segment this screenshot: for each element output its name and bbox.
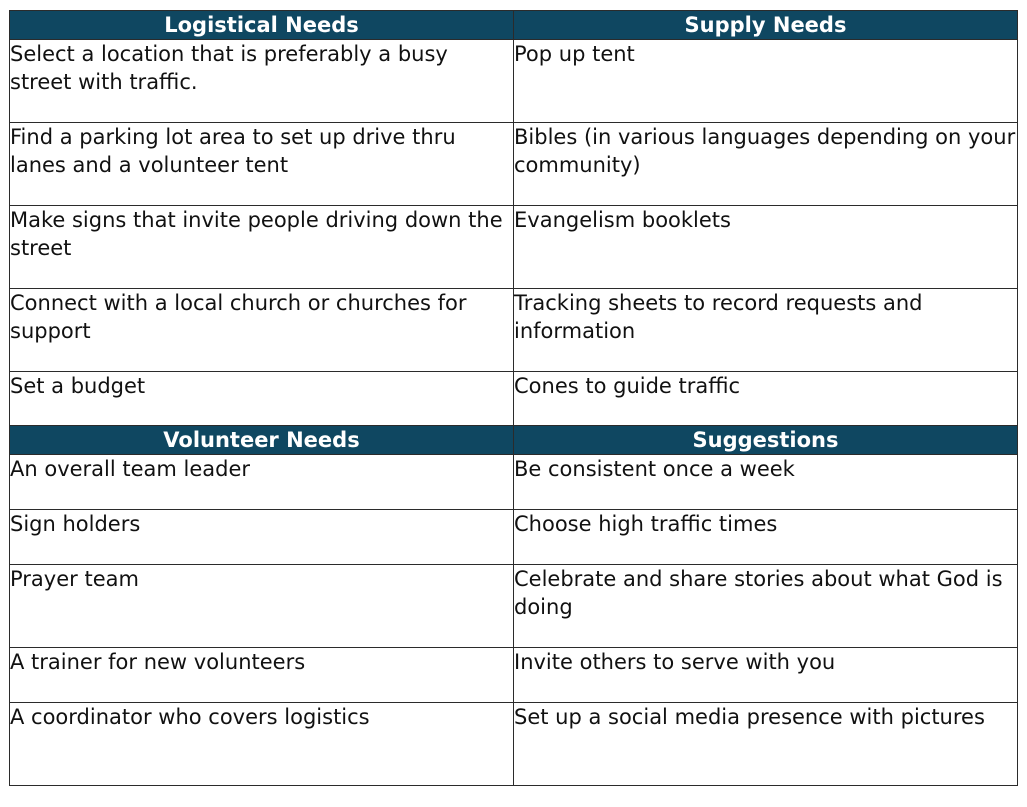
- section-header-row: [10, 426, 1018, 455]
- logistical-need-item: Find a parking lot area to set up drive thru lanes and a volunteer tent: [10, 123, 514, 206]
- volunteer-need-item: A trainer for new volunteers: [10, 648, 514, 703]
- logistical-need-item: Make signs that invite people driving down the street: [10, 206, 514, 289]
- volunteer-need-item: Sign holders: [10, 510, 514, 565]
- table-row: [10, 455, 1018, 510]
- logistical-needs-header: Logistical Needs: [10, 11, 514, 40]
- volunteer-need-item: Prayer team: [10, 565, 514, 648]
- volunteer-needs-header: Volunteer Needs: [10, 426, 514, 455]
- table-row: [10, 510, 1018, 565]
- suggestion-item: Choose high traffic times: [514, 510, 1018, 565]
- table-row: [10, 289, 1018, 372]
- volunteer-need-item: A coordinator who covers logistics: [10, 703, 514, 786]
- logistical-need-item: Set a budget: [10, 372, 514, 426]
- table-row: [10, 565, 1018, 648]
- table-row: [10, 372, 1018, 426]
- table-row: [10, 703, 1018, 786]
- suggestions-header: Suggestions: [514, 426, 1018, 455]
- table-row: [10, 40, 1018, 123]
- table-row: [10, 123, 1018, 206]
- needs-table: [9, 10, 1018, 786]
- supply-need-item: Cones to guide traffic: [514, 372, 1018, 426]
- logistical-need-item: Select a location that is preferably a busy street with traffic.: [10, 40, 514, 123]
- supply-need-item: Bibles (in various languages depending on your community): [514, 123, 1018, 206]
- suggestion-item: Invite others to serve with you: [514, 648, 1018, 703]
- supply-needs-header: Supply Needs: [514, 11, 1018, 40]
- supply-need-item: Pop up tent: [514, 40, 1018, 123]
- table-row: [10, 648, 1018, 703]
- volunteer-need-item: An overall team leader: [10, 455, 514, 510]
- suggestion-item: Be consistent once a week: [514, 455, 1018, 510]
- table-row: [10, 206, 1018, 289]
- suggestion-item: Set up a social media presence with pictures: [514, 703, 1018, 786]
- section-header-row: [10, 11, 1018, 40]
- supply-need-item: Tracking sheets to record requests and information: [514, 289, 1018, 372]
- supply-need-item: Evangelism booklets: [514, 206, 1018, 289]
- logistical-need-item: Connect with a local church or churches for support: [10, 289, 514, 372]
- suggestion-item: Celebrate and share stories about what God is doing: [514, 565, 1018, 648]
